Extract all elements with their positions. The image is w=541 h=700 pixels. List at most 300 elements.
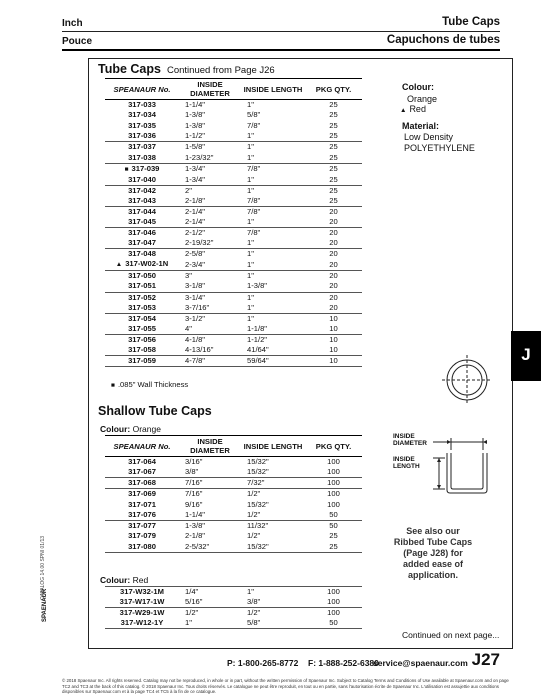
shallow-red-table xyxy=(105,586,362,629)
diameter-cell xyxy=(179,271,241,282)
table-header-row xyxy=(105,436,362,457)
table-row xyxy=(105,499,362,510)
length-cell-text: 1" xyxy=(247,100,254,110)
part-number-cell-text: 317-053 xyxy=(128,302,156,312)
length-cell xyxy=(241,499,305,510)
length-cell-text: 1" xyxy=(247,292,254,302)
qty-cell-text: 20 xyxy=(329,302,338,312)
material-label: Material: xyxy=(402,121,440,131)
tube-caps-table xyxy=(105,78,362,367)
length-cell-text: 1" xyxy=(247,185,254,195)
part-number-cell-text: 317-052 xyxy=(128,292,156,302)
diameter-cell xyxy=(179,313,241,324)
diameter-cell-text: 1-3/8" xyxy=(185,120,206,130)
length-cell-text: 1" xyxy=(247,142,254,152)
part-number-cell xyxy=(105,489,179,500)
length-cell xyxy=(241,238,305,249)
table-row xyxy=(105,142,362,153)
qty-cell-text: 25 xyxy=(329,131,338,141)
part-number-cell xyxy=(105,478,179,489)
part-number-cell xyxy=(105,152,179,163)
qty-cell-text: 20 xyxy=(329,216,338,226)
length-cell xyxy=(241,142,305,153)
part-number-cell xyxy=(105,142,179,153)
diameter-cell xyxy=(179,185,241,196)
qty-cell-text: 25 xyxy=(329,531,338,541)
diameter-cell-text: 7/16" xyxy=(185,489,203,499)
length-cell xyxy=(241,100,305,111)
diameter-cell xyxy=(179,281,241,292)
qty-cell xyxy=(305,303,362,314)
qty-cell xyxy=(305,457,362,468)
shallow-colour-red-value: Red xyxy=(132,575,149,585)
qty-cell xyxy=(305,121,362,132)
part-number-cell xyxy=(105,175,179,186)
table-row xyxy=(105,217,362,228)
length-cell xyxy=(241,185,305,196)
part-number-cell-text: 317-045 xyxy=(128,216,156,226)
part-number-cell-text: 317-W02-1N xyxy=(125,259,169,269)
qty-cell-text: 25 xyxy=(329,174,338,184)
diameter-cell-text: 1/2" xyxy=(185,608,199,618)
part-number-cell xyxy=(105,313,179,324)
diameter-cell-text: 2-5/32" xyxy=(185,541,210,551)
qty-cell-text: 25 xyxy=(329,100,338,110)
length-cell-text: 5/8" xyxy=(247,110,261,120)
diameter-cell-text: 3-7/16" xyxy=(185,302,210,312)
diameter-cell-text: 3-1/8" xyxy=(185,281,206,291)
triangle-marker-icon: ▲ xyxy=(400,107,407,114)
part-number-cell xyxy=(105,238,179,249)
diameter-cell-text: 3-1/4" xyxy=(185,292,206,302)
qty-cell-text: 10 xyxy=(329,313,338,323)
part-number-cell-text: 317-050 xyxy=(128,271,156,281)
part-number-cell-text: 317-069 xyxy=(128,489,156,499)
part-number-cell-text: 317-059 xyxy=(128,356,156,366)
part-number-cell-text: 317-051 xyxy=(128,281,156,291)
diameter-cell xyxy=(179,520,241,531)
length-cell-text: 15/32" xyxy=(247,499,269,509)
part-number-cell-text: 317-068 xyxy=(128,478,156,488)
length-cell xyxy=(241,597,305,608)
part-number-cell xyxy=(105,249,179,260)
table-header-row xyxy=(105,79,362,100)
length-cell xyxy=(241,542,305,553)
diameter-cell-text: 1-3/4" xyxy=(185,174,206,184)
qty-cell-text: 20 xyxy=(329,238,338,248)
part-number-cell xyxy=(105,196,179,207)
length-cell xyxy=(241,457,305,468)
colour-red-text: Red xyxy=(409,104,426,114)
length-cell-text: 1" xyxy=(247,313,254,323)
table-row xyxy=(105,249,362,260)
part-number-cell-text: 317-047 xyxy=(128,238,156,248)
length-cell xyxy=(241,175,305,186)
qty-cell-text: 20 xyxy=(329,259,338,269)
part-number-cell-text: 317-043 xyxy=(128,195,156,205)
diameter-cell xyxy=(179,324,241,335)
part-number-cell-text: 317-064 xyxy=(128,457,156,467)
length-cell xyxy=(241,618,305,629)
shallow-colour-value: Orange xyxy=(132,424,161,434)
col-pkg-qty: PKG QTY. xyxy=(305,79,362,100)
qty-cell xyxy=(305,238,362,249)
length-cell-text: 1" xyxy=(247,216,254,226)
tube-caps-title xyxy=(98,62,275,76)
qty-cell xyxy=(305,467,362,478)
part-number-cell-text: 317-056 xyxy=(128,334,156,344)
part-number-cell xyxy=(105,324,179,335)
footer-email[interactable]: service@spaenaur.com xyxy=(373,658,468,668)
diameter-cell-text: 2-1/4" xyxy=(185,216,206,226)
length-cell-text: 15/32" xyxy=(247,457,269,467)
qty-cell-text: 100 xyxy=(327,489,340,499)
part-number-cell xyxy=(105,206,179,217)
length-cell-text: 1/2" xyxy=(247,489,261,499)
diameter-cell xyxy=(179,608,241,619)
col-inside-diameter: INSIDE DIAMETER xyxy=(179,436,241,457)
part-number-cell-text: 317-067 xyxy=(128,467,156,477)
qty-cell-text: 20 xyxy=(329,271,338,281)
length-cell-text: 7/8" xyxy=(247,195,261,205)
part-number-cell xyxy=(105,467,179,478)
part-number-cell-text: 317-W29-1W xyxy=(119,608,165,618)
table-row xyxy=(105,324,362,335)
qty-cell-text: 25 xyxy=(329,185,338,195)
length-cell-text: 1" xyxy=(247,152,254,162)
diameter-cell xyxy=(179,196,241,207)
length-cell-text: 15/32" xyxy=(247,541,269,551)
part-number-cell xyxy=(105,345,179,356)
shallow-caps-table xyxy=(105,435,362,553)
qty-cell-text: 25 xyxy=(329,164,338,174)
colour-label: Colour: xyxy=(402,82,434,92)
diagram-label-length: INSIDE LENGTH xyxy=(393,456,420,470)
diameter-cell-text: 2-1/2" xyxy=(185,228,206,238)
qty-cell xyxy=(305,531,362,542)
diameter-cell xyxy=(179,217,241,228)
part-number-cell-text: 317-048 xyxy=(128,249,156,259)
part-number-cell xyxy=(105,334,179,345)
diameter-cell-text: 4-13/16" xyxy=(185,345,214,355)
table-row xyxy=(105,489,362,500)
qty-cell-text: 100 xyxy=(327,478,340,488)
diameter-cell-text: 2-1/8" xyxy=(185,531,206,541)
table-row xyxy=(105,175,362,186)
diameter-cell xyxy=(179,238,241,249)
part-number-cell xyxy=(105,587,179,598)
table-row xyxy=(105,131,362,142)
diameter-cell-text: 1-1/4" xyxy=(185,100,206,110)
length-cell-text: 59/64" xyxy=(247,356,269,366)
diameter-cell xyxy=(179,303,241,314)
diameter-cell xyxy=(179,489,241,500)
length-cell-text: 11/32" xyxy=(247,521,269,531)
part-number-cell-text: 317-076 xyxy=(128,509,156,519)
length-cell xyxy=(241,110,305,121)
qty-cell-text: 100 xyxy=(327,608,340,618)
qty-cell-text: 100 xyxy=(327,587,340,597)
qty-cell-text: 25 xyxy=(329,120,338,130)
colour-red xyxy=(400,104,426,116)
col-part-number: SPEANAUR No. xyxy=(105,79,179,100)
qty-cell xyxy=(305,152,362,163)
diameter-cell xyxy=(179,259,241,271)
part-number-cell xyxy=(105,542,179,553)
table-row xyxy=(105,228,362,239)
part-number-cell-text: 317-W32-1M xyxy=(120,587,164,597)
diameter-cell xyxy=(179,510,241,521)
qty-cell xyxy=(305,281,362,292)
part-number-cell xyxy=(105,292,179,303)
length-cell xyxy=(241,313,305,324)
qty-cell xyxy=(305,100,362,111)
table-row xyxy=(105,608,362,619)
length-cell-text: 1-1/8" xyxy=(247,323,268,333)
qty-cell-text: 20 xyxy=(329,206,338,216)
header-title-en: Tube Caps xyxy=(442,16,500,28)
length-cell xyxy=(241,531,305,542)
part-number-cell xyxy=(105,499,179,510)
length-cell-text: 3/8" xyxy=(247,597,261,607)
qty-cell-text: 10 xyxy=(329,345,338,355)
qty-cell xyxy=(305,356,362,367)
catalog-code: CATALOG 14.00 SPNI 01/13 xyxy=(40,535,46,600)
tube-caps-heading: Tube Caps xyxy=(98,62,161,76)
table-row xyxy=(105,303,362,314)
qty-cell-text: 25 xyxy=(329,142,338,152)
part-number-cell xyxy=(105,356,179,367)
qty-cell xyxy=(305,259,362,271)
part-number-cell xyxy=(105,457,179,468)
length-cell-text: 1" xyxy=(247,302,254,312)
length-cell xyxy=(241,467,305,478)
diameter-cell xyxy=(179,152,241,163)
diameter-cell xyxy=(179,345,241,356)
table-row xyxy=(105,510,362,521)
qty-cell xyxy=(305,292,362,303)
header-title-fr: Capuchons de tubes xyxy=(386,34,500,46)
qty-cell xyxy=(305,345,362,356)
qty-cell xyxy=(305,489,362,500)
part-number-cell-text: 317-077 xyxy=(128,521,156,531)
diameter-cell-text: 9/16" xyxy=(185,499,203,509)
diameter-cell xyxy=(179,356,241,367)
qty-cell-text: 50 xyxy=(329,521,338,531)
diameter-cell xyxy=(179,175,241,186)
diameter-cell xyxy=(179,597,241,608)
length-cell xyxy=(241,228,305,239)
qty-cell xyxy=(305,597,362,608)
qty-cell-text: 10 xyxy=(329,323,338,333)
qty-cell xyxy=(305,185,362,196)
length-cell-text: 7/8" xyxy=(247,206,261,216)
part-number-cell-text: 317-033 xyxy=(128,100,156,110)
table-row xyxy=(105,520,362,531)
diameter-cell-text: 1-1/2" xyxy=(185,131,206,141)
table-row xyxy=(105,345,362,356)
part-number-cell-text: 317-038 xyxy=(128,152,156,162)
diameter-cell xyxy=(179,110,241,121)
qty-cell xyxy=(305,175,362,186)
diameter-cell-text: 2-1/4" xyxy=(185,206,206,216)
wall-thickness-text: .085" Wall Thickness xyxy=(117,380,189,389)
diameter-cell xyxy=(179,587,241,598)
footer-phone: P: 1-800-265-8772 xyxy=(227,658,299,668)
diameter-cell-text: 1" xyxy=(185,618,192,628)
diameter-cell xyxy=(179,206,241,217)
diameter-cell-text: 1-3/8" xyxy=(185,110,206,120)
qty-cell xyxy=(305,206,362,217)
table-row xyxy=(105,206,362,217)
cap-side-view xyxy=(447,453,487,493)
table-row xyxy=(105,163,362,175)
col-inside-length: INSIDE LENGTH xyxy=(241,436,305,457)
length-cell-text: 1-1/2" xyxy=(247,334,268,344)
header-unit-en: Inch xyxy=(62,18,83,29)
part-number-cell xyxy=(105,217,179,228)
length-cell xyxy=(241,478,305,489)
diameter-cell-text: 1-3/8" xyxy=(185,521,206,531)
qty-cell xyxy=(305,542,362,553)
part-number-cell xyxy=(105,163,179,175)
table-row xyxy=(105,334,362,345)
qty-cell xyxy=(305,228,362,239)
part-number-cell xyxy=(105,228,179,239)
qty-cell xyxy=(305,142,362,153)
qty-cell-text: 10 xyxy=(329,356,338,366)
diameter-cell xyxy=(179,142,241,153)
part-number-cell xyxy=(105,185,179,196)
diameter-cell xyxy=(179,228,241,239)
diameter-cell-text: 4" xyxy=(185,323,192,333)
qty-cell xyxy=(305,334,362,345)
part-number-cell xyxy=(105,131,179,142)
length-cell-text: 7/32" xyxy=(247,478,265,488)
part-number-cell xyxy=(105,597,179,608)
qty-cell-text: 20 xyxy=(329,292,338,302)
table-row xyxy=(105,121,362,132)
qty-cell-text: 20 xyxy=(329,228,338,238)
diameter-cell-text: 1-5/8" xyxy=(185,142,206,152)
qty-cell-text: 10 xyxy=(329,334,338,344)
diameter-cell-text: 2-3/4" xyxy=(185,259,206,269)
diameter-cell-text: 2-1/8" xyxy=(185,195,206,205)
shallow-caps-title: Shallow Tube Caps xyxy=(98,404,212,418)
qty-cell-text: 25 xyxy=(329,541,338,551)
qty-cell xyxy=(305,249,362,260)
part-number-cell-text: 317-055 xyxy=(128,323,156,333)
length-cell-text: 15/32" xyxy=(247,467,269,477)
qty-cell xyxy=(305,478,362,489)
col-inside-length: INSIDE LENGTH xyxy=(241,79,305,100)
col-pkg-qty: PKG QTY. xyxy=(305,436,362,457)
see-also-note: See also our Ribbed Tube Caps (Page J28) for added ease of application. xyxy=(393,526,473,580)
qty-cell xyxy=(305,271,362,282)
diameter-cell-text: 4-1/8" xyxy=(185,334,206,344)
length-cell xyxy=(241,206,305,217)
diameter-cell-text: 3-1/2" xyxy=(185,313,206,323)
diagram-label-diameter: INSIDE DIAMETER xyxy=(393,433,427,447)
length-cell xyxy=(241,489,305,500)
diameter-cell xyxy=(179,131,241,142)
col-part-number: SPEANAUR No. xyxy=(105,436,179,457)
tube-cap-diagram xyxy=(385,350,505,505)
qty-cell-text: 25 xyxy=(329,195,338,205)
length-cell-text: 1" xyxy=(247,131,254,141)
part-number-cell-text: 317-044 xyxy=(128,206,156,216)
length-cell-text: 5/8" xyxy=(247,618,261,628)
qty-cell xyxy=(305,196,362,207)
table-row xyxy=(105,597,362,608)
length-cell xyxy=(241,587,305,598)
table-row xyxy=(105,196,362,207)
diameter-cell-text: 1-1/4" xyxy=(185,509,206,519)
length-cell-text: 1" xyxy=(247,249,254,259)
part-number-cell xyxy=(105,618,179,629)
qty-cell-text: 50 xyxy=(329,618,338,628)
length-cell xyxy=(241,131,305,142)
diameter-cell-text: 1-3/4" xyxy=(185,164,206,174)
part-number-cell xyxy=(105,281,179,292)
qty-cell-text: 20 xyxy=(329,249,338,259)
length-cell-text: 7/8" xyxy=(247,228,261,238)
diameter-cell xyxy=(179,292,241,303)
part-number-cell-text: 317-046 xyxy=(128,228,156,238)
length-cell xyxy=(241,292,305,303)
part-number-cell xyxy=(105,608,179,619)
diameter-cell xyxy=(179,121,241,132)
qty-cell xyxy=(305,313,362,324)
length-cell-text: 41/64" xyxy=(247,345,269,355)
table-row xyxy=(105,531,362,542)
header-bottom-rule xyxy=(62,49,500,51)
part-number-cell xyxy=(105,303,179,314)
table-row xyxy=(105,467,362,478)
table-row xyxy=(105,281,362,292)
qty-cell-text: 25 xyxy=(329,152,338,162)
diameter-cell-text: 3/16" xyxy=(185,457,203,467)
length-cell xyxy=(241,121,305,132)
table-row xyxy=(105,542,362,553)
qty-cell-text: 100 xyxy=(327,499,340,509)
length-cell-text: 1" xyxy=(247,238,254,248)
length-cell xyxy=(241,303,305,314)
part-number-cell xyxy=(105,271,179,282)
diameter-cell xyxy=(179,542,241,553)
legal-notice: © 2018 Spaenaur Inc. All rights reserved. Catalog may not be reproduced, in whole or in part, without the written permission of Spaenaur Inc. Subject to Catalog Terms and Conditions of Use available at Spaenaur.com and on page TC2 and TC3 at the back of this catalog. © 2018 Spaenaur Inc. Tous droits réservés. Le catalogue ne peut être reproduit, en tout ou en partie, sans l'autorisation écrite de Spaenaur Inc. L'utilisation est assujettie aux conditions disponibles sur Spaenaur.com et à la page TC4 et TC5 à la fin de ce catalogue. xyxy=(62,678,509,694)
part-number-cell-text: 317-035 xyxy=(128,120,156,130)
qty-cell xyxy=(305,587,362,598)
length-cell xyxy=(241,196,305,207)
diameter-cell xyxy=(179,334,241,345)
length-cell-text: 1" xyxy=(247,174,254,184)
length-cell-text: 1" xyxy=(247,271,254,281)
length-cell xyxy=(241,324,305,335)
length-cell xyxy=(241,608,305,619)
part-number-cell xyxy=(105,520,179,531)
length-cell xyxy=(241,345,305,356)
part-number-cell xyxy=(105,110,179,121)
length-cell xyxy=(241,271,305,282)
length-cell xyxy=(241,510,305,521)
diameter-cell xyxy=(179,531,241,542)
part-number-cell-text: 317-037 xyxy=(128,142,156,152)
shallow-colour-orange xyxy=(100,424,161,434)
table-row xyxy=(105,100,362,111)
qty-cell-text: 100 xyxy=(327,597,340,607)
diameter-cell-text: 3" xyxy=(185,271,192,281)
